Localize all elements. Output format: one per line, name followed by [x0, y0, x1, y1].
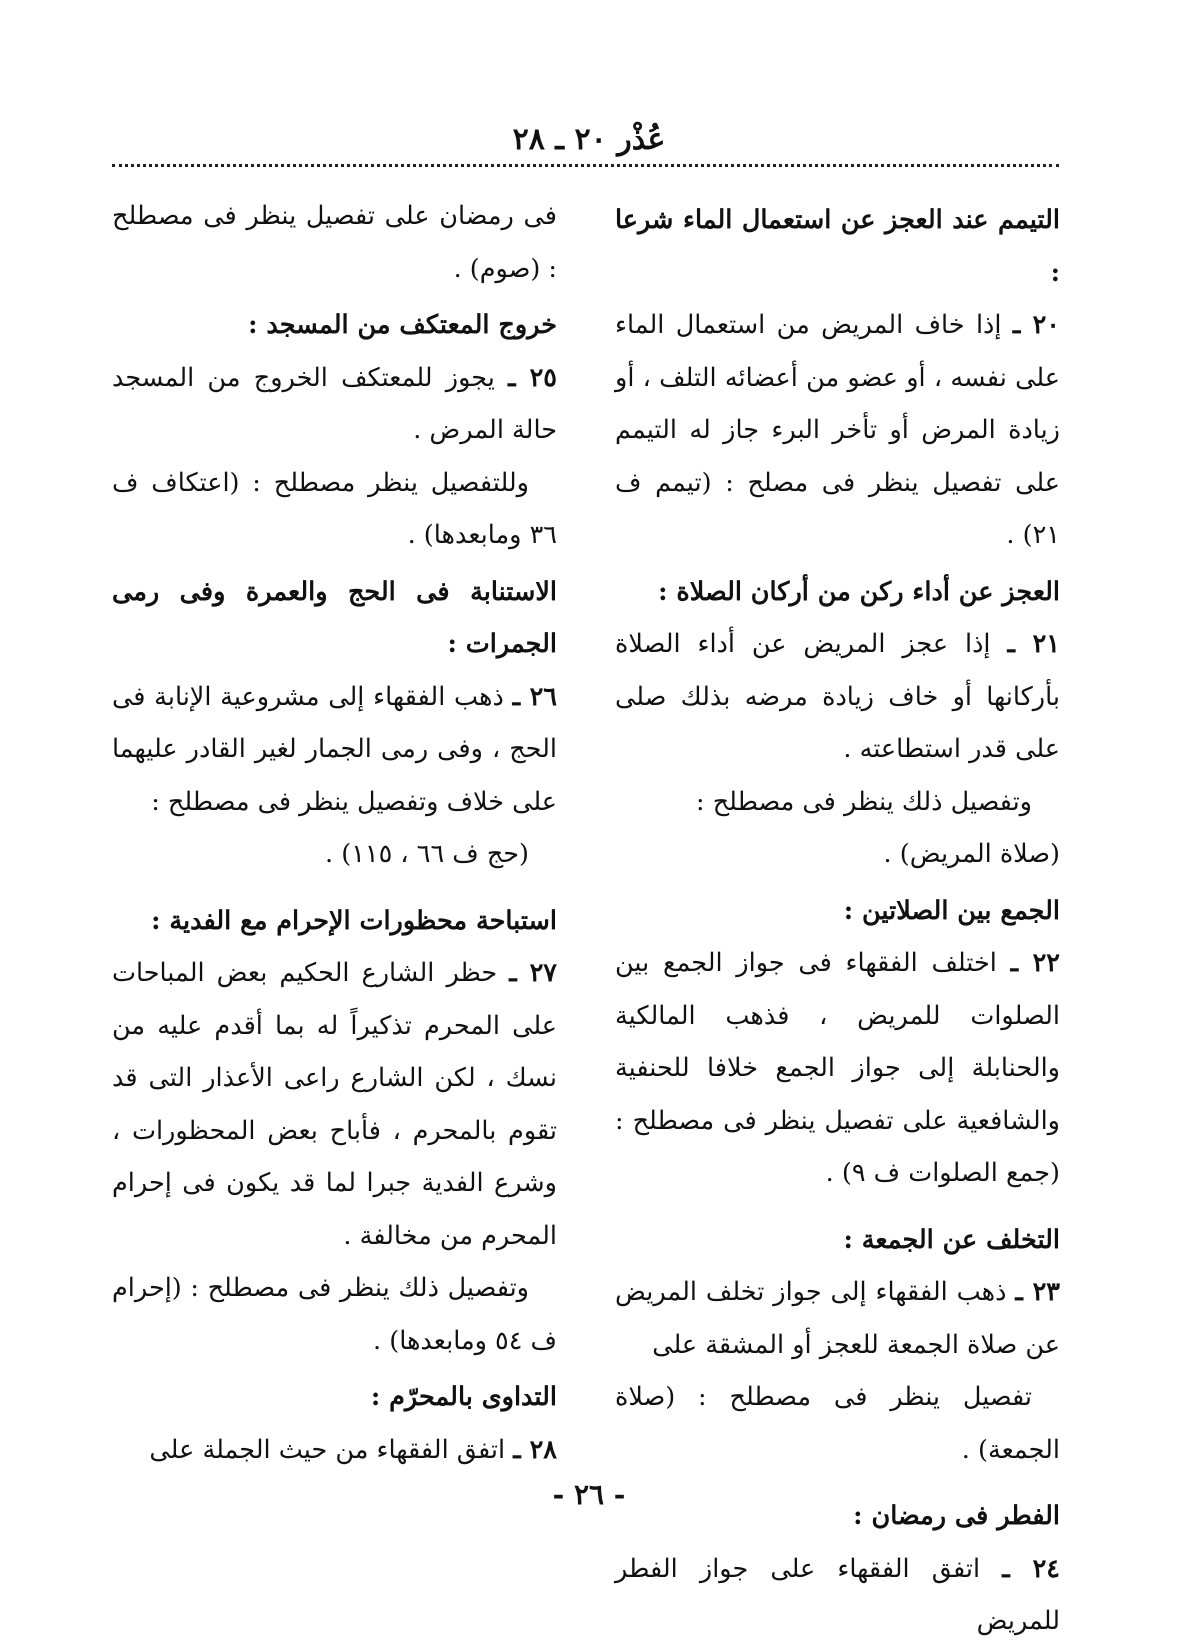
paragraph-number: ٢٣ ـ	[1015, 1277, 1060, 1307]
paragraph-text: اتفق الفقهاء على جواز الفطر للمريض	[615, 1553, 1060, 1636]
paragraph-number: ٢٨ ـ	[513, 1434, 557, 1465]
reference-line: وتفصيل ذلك ينظر فى مصطلح :	[696, 786, 1032, 817]
paragraph-27	[112, 947, 557, 1262]
heading-proxy-hajj: الاستنابة فى الحج والعمرة وفى رمى الجمرات :	[112, 576, 557, 659]
paragraph-28	[112, 1424, 557, 1477]
paragraph-text: حظر الشارع الحكيم بعض المباحات على المحرم تذكيراً له بما أقدم عليه من نسك ، لكن الشارع راعى الأعذار التى قد تقوم بالمحرم ، فأباح بعض المحظورات ، وشرع الفدية جبرا لما قد يكون فى إحرام المحرم من مخالفة .	[112, 958, 557, 1251]
paragraph-text: إذا خاف المريض من استعمال الماء على نفسه ، أو عضو من أعضائه التلف ، أو زيادة المرض أو تأخر البرء جاز له التيمم على تفصيل ينظر فى مصلح : (تيمم ف ٢١) .	[615, 310, 1060, 550]
right-column	[615, 190, 1060, 1648]
paragraph-number: ٢٦ ـ	[512, 681, 557, 712]
reference-term: (صلاة المريض) .	[883, 839, 1060, 869]
header-divider	[112, 164, 1059, 167]
paragraph-text: يجوز للمعتكف الخروج من المسجد حالة المرض .	[112, 362, 557, 445]
paragraph-text: ذهب الفقهاء إلى جواز تخلف المريض عن صلاة الجمعة للعجز أو المشقة على	[615, 1277, 1060, 1360]
paragraph-25	[112, 352, 557, 457]
paragraph-number: ٢٥ ـ	[508, 362, 557, 393]
running-header: عُذْر ٢٠ ـ ٢٨	[512, 122, 666, 157]
paragraph-text: اختلف الفقهاء فى جواز الجمع بين الصلوات للمريض ، فذهب المالكية والحنابلة إلى جواز الجمع خلافا للحنفية والشافعية على تفصيل ينظر فى مصطلح : (جمع الصلوات ف ٩) .	[615, 948, 1060, 1188]
paragraph-number: ٢٧ ـ	[509, 958, 557, 988]
heading-friday-absence: التخلف عن الجمعة :	[843, 1224, 1060, 1255]
heading-forbidden-medicine: التداوى بالمحرّم :	[370, 1382, 557, 1412]
paragraph-number: ٢٠ ـ	[1012, 310, 1060, 340]
paragraph-text: اتفق الفقهاء من حيث الجملة على	[149, 1434, 506, 1465]
left-column	[112, 190, 557, 1476]
paragraph-text: ذهب الفقهاء إلى مشروعية الإنابة فى الحج ، وفى رمى الجمار لغير القادر عليهما على خلاف وتفصيل ينظر فى مصطلح :	[112, 681, 557, 817]
paragraph-23	[615, 1266, 1060, 1371]
paragraph-26	[112, 671, 557, 829]
paragraph-20	[615, 299, 1060, 562]
paragraph-number: ٢٤ ـ	[1002, 1553, 1060, 1584]
paragraph-number: ٢١ ـ	[1007, 629, 1060, 659]
heading-prayer-pillars: العجز عن أداء ركن من أركان الصلاة :	[658, 576, 1060, 607]
reference-term: (حج ف ٦٦ ، ١١٥) .	[325, 839, 529, 869]
heading-ihram-prohibitions: استباحة محظورات الإحرام مع الفدية :	[151, 905, 557, 936]
reference-line: تفصيل ينظر فى مصطلح : (صلاة الجمعة) .	[615, 1382, 1060, 1465]
paragraph-22	[615, 937, 1060, 1200]
reference-line: وللتفصيل ينظر مصطلح : (اعتكاف ف ٣٦ ومابعدها) .	[112, 467, 557, 550]
paragraph-text: إذا عجز المريض عن أداء الصلاة بأركانها أو خاف زيادة مرضه بذلك صلى على قدر استطاعته .	[615, 629, 1060, 764]
heading-tayammum: التيمم عند العجز عن استعمال الماء شرعا :	[615, 205, 1060, 288]
reference-line: وتفصيل ذلك ينظر فى مصطلح : (إحرام ف ٥٤ ومابعدها) .	[112, 1273, 557, 1356]
heading-combining-prayers: الجمع بين الصلاتين :	[843, 895, 1060, 926]
paragraph-number: ٢٢ ـ	[1010, 948, 1060, 978]
heading-itikaf-exit: خروج المعتكف من المسجد :	[248, 310, 557, 340]
paragraph-21	[615, 618, 1060, 776]
paragraph-24-continued: فى رمضان على تفصيل ينظر فى مصطلح : (صوم) .	[112, 201, 557, 284]
heading-ramadan-fasting: الفطر فى رمضان :	[853, 1501, 1060, 1531]
paragraph-24	[615, 1543, 1060, 1648]
page-number: - ٢٦ -	[552, 1478, 626, 1511]
